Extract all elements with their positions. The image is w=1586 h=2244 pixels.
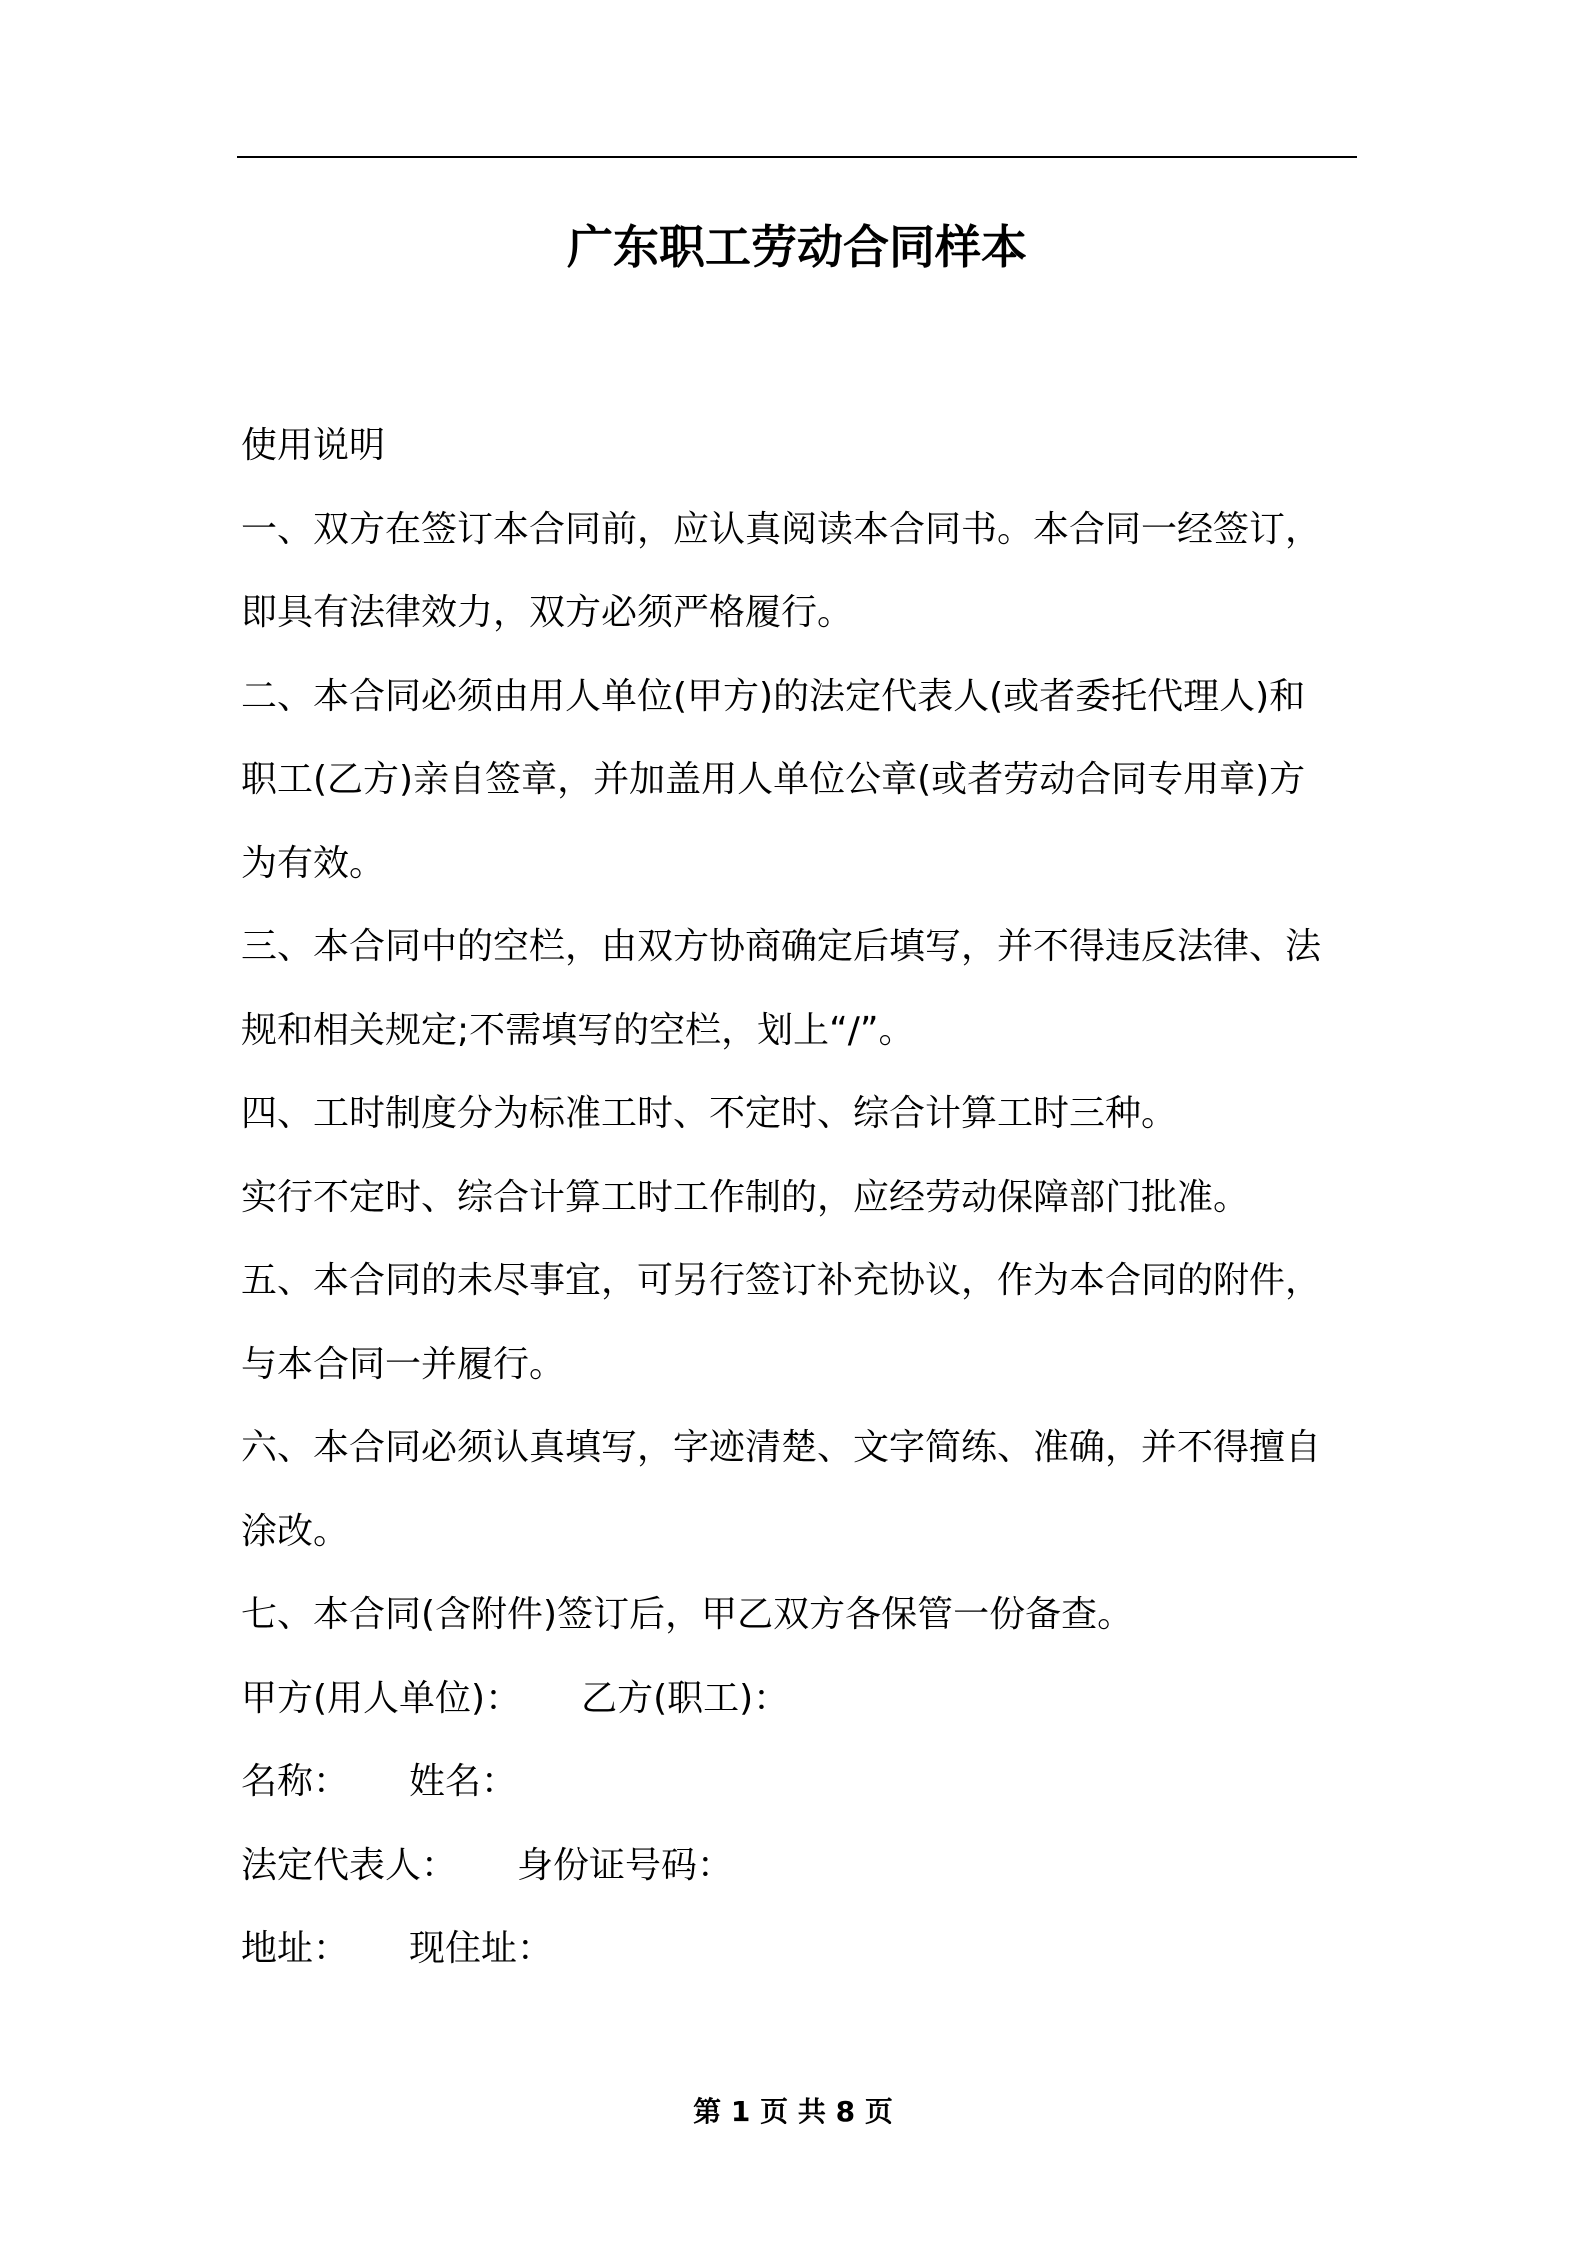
paragraph-line: 一、双方在签订本合同前，应认真阅读本合同书。本合同一经签订，	[241, 508, 1322, 550]
party-field-row	[241, 1740, 1361, 1824]
current-address-label: 现住址：	[409, 1928, 554, 1969]
paragraph-line: 涂改。	[241, 1510, 350, 1552]
header-rule	[237, 156, 1357, 158]
paragraph-line: 四、工时制度分为标准工时、不定时、综合计算工时三种。	[241, 1093, 1178, 1134]
party-field-row	[241, 1824, 1361, 1908]
paragraph-line: 即具有法律效力，双方必须严格履行。	[241, 592, 854, 633]
address-label: 地址：	[241, 1928, 350, 1969]
paragraph-line: 六、本合同必须认真填写，字迹清楚、文字简练、准确，并不得擅自	[241, 1427, 1322, 1468]
party-field-row	[241, 1657, 1361, 1741]
id-number-label: 身份证号码：	[517, 1844, 734, 1886]
paragraph-line: 七、本合同(含附件)签订后，甲乙双方各保管一份备查。	[241, 1594, 1134, 1635]
document-body	[241, 404, 1361, 1991]
paragraph-line: 为有效。	[241, 842, 386, 884]
party-b-label: 乙方(职工)：	[581, 1677, 790, 1719]
paragraph-line: 五、本合同的未尽事宜，可另行签订补充协议，作为本合同的附件，	[241, 1260, 1322, 1301]
section-heading: 使用说明	[241, 425, 386, 466]
page-footer: 第 1 页 共 8 页	[693, 2095, 893, 2128]
paragraph-line: 二、本合同必须由用人单位(甲方)的法定代表人(或者委托代理人)和	[241, 675, 1306, 717]
party-a-label: 甲方(用人单位)：	[241, 1677, 522, 1719]
paragraph-line: 三、本合同中的空栏，由双方协商确定后填写，并不得违反法律、法	[241, 926, 1322, 967]
party-field-row	[241, 1907, 1361, 1991]
paragraph-line: 职工(乙方)亲自签章，并加盖用人单位公章(或者劳动合同专用章)方	[241, 759, 1306, 800]
legal-rep-label: 法定代表人：	[241, 1844, 458, 1886]
paragraph-line: 规和相关规定;不需填写的空栏，划上“/”。	[241, 1009, 915, 1051]
person-name-label: 姓名：	[409, 1761, 518, 1802]
document-title: 广东职工劳动合同样本	[567, 220, 1027, 274]
name-label: 名称：	[241, 1761, 350, 1802]
paragraph-line: 实行不定时、综合计算工时工作制的，应经劳动保障部门批准。	[241, 1176, 1250, 1218]
paragraph-line: 与本合同一并履行。	[241, 1343, 566, 1385]
